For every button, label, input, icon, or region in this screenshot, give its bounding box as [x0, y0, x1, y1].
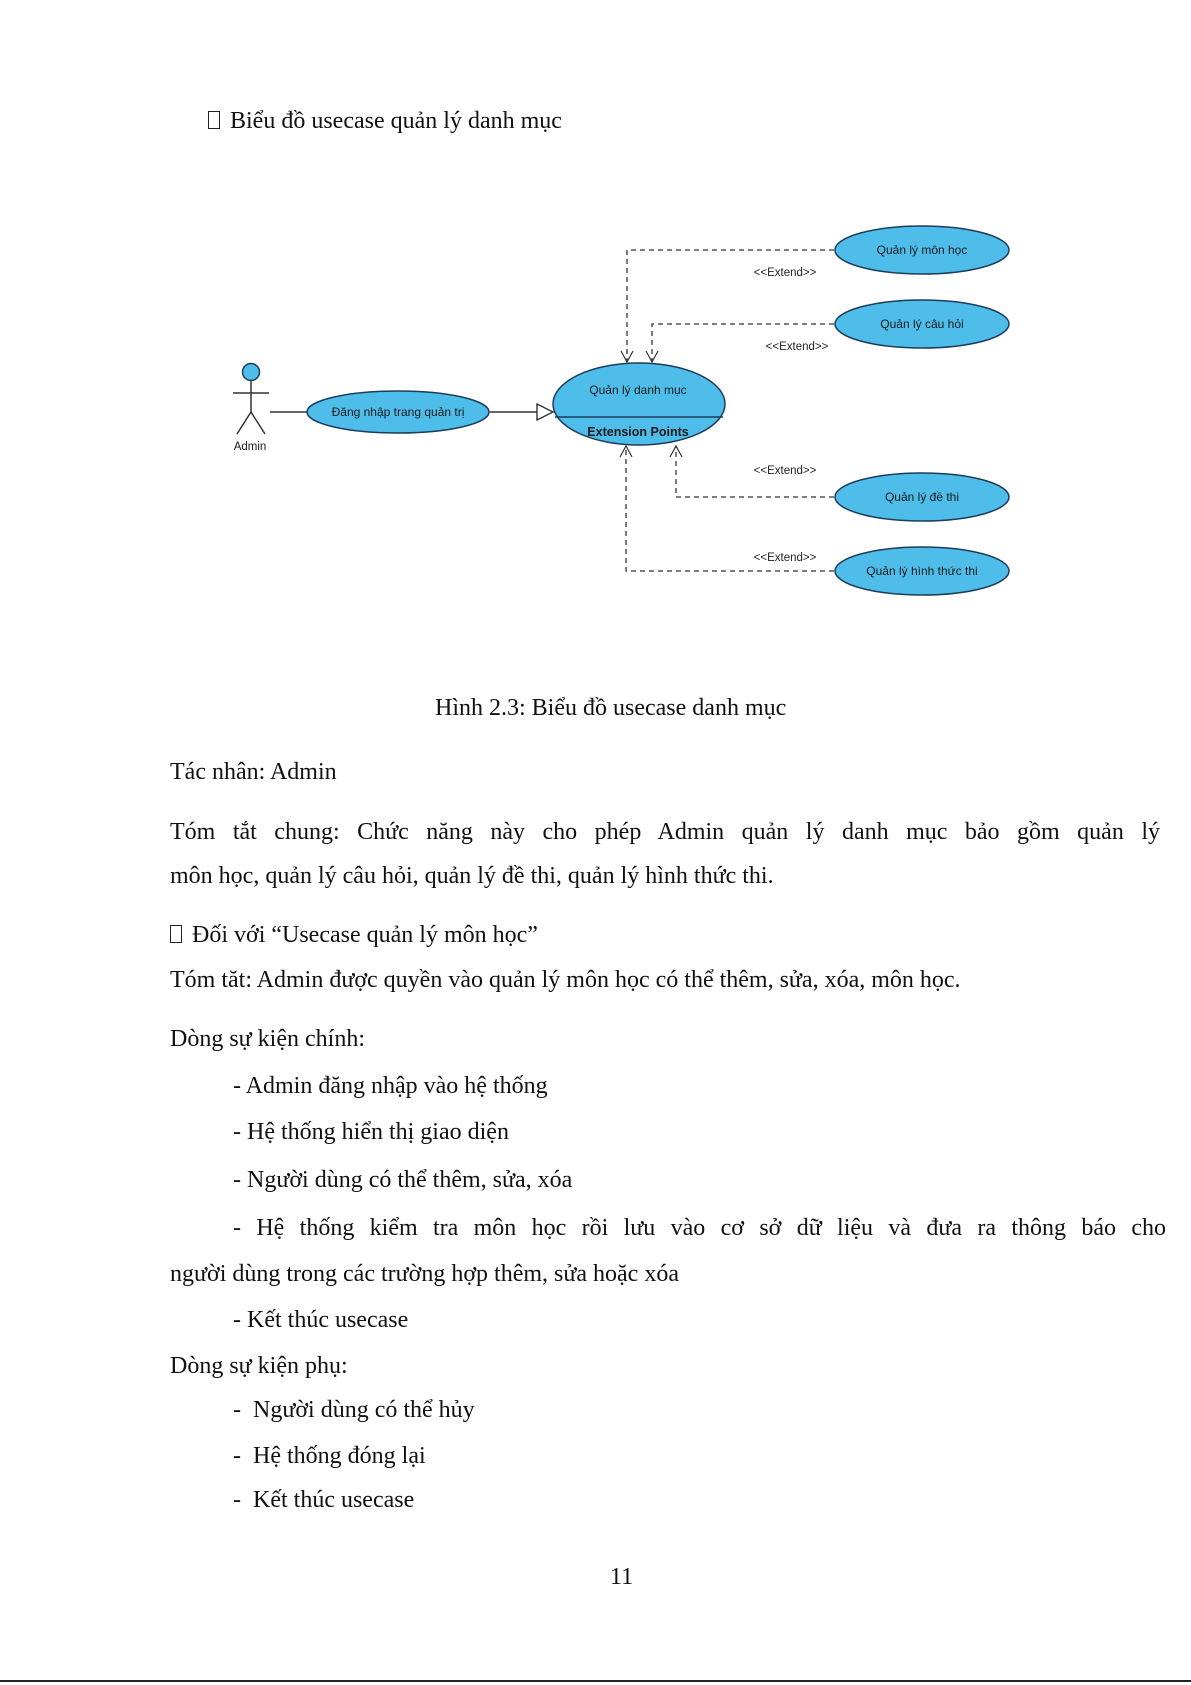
main-flow-item: - Kết thúc usecase — [233, 1307, 409, 1333]
main-flow-item: - Admin đăng nhập vào hệ thống — [233, 1073, 548, 1099]
short-summary: Tóm tăt: Admin được quyền vào quản lý môn học có thể thêm, sửa, xóa, môn học. — [170, 967, 961, 993]
usecase-main — [553, 363, 725, 445]
extend-label-2: <<Extend>> — [765, 341, 829, 353]
bullet-box-icon — [170, 925, 182, 943]
extend-label-3: <<Extend>> — [753, 465, 817, 477]
main-flow-item: người dùng trong các trường hợp thêm, sửa hoặc xóa — [170, 1261, 679, 1287]
actor-admin — [233, 364, 269, 454]
actor-line: Tác nhân: Admin — [170, 759, 337, 785]
extend-label-4: <<Extend>> — [753, 552, 817, 564]
usecase-dethi — [835, 473, 1009, 521]
summary-line-2: môn học, quản lý câu hỏi, quản lý đề thi, quản lý hình thức thi. — [170, 863, 774, 889]
figure-caption: Hình 2.3: Biểu đồ usecase danh mục — [435, 695, 787, 721]
alt-flow-item: - Hệ thống đóng lại — [233, 1443, 426, 1469]
usecase-login-label: Đăng nhập trang quản trị — [331, 405, 465, 419]
main-flow-item: - Hệ thống hiển thị giao diện — [233, 1119, 509, 1145]
main-flow-item: - Hệ thống kiểm tra môn học rồi lưu vào cơ sở dữ liệu và đưa ra thông báo cho — [233, 1215, 1166, 1241]
alt-flow-title: Dòng sự kiện phụ: — [170, 1353, 348, 1379]
extend-label-1: <<Extend>> — [753, 267, 817, 279]
usecase-dethi-label: Quản lý đề thi — [884, 490, 960, 504]
sub-heading: Đối với “Usecase quản lý môn học” — [170, 920, 538, 950]
usecase-cauhoi-label: Quản lý câu hỏi — [880, 317, 964, 331]
page-number: 11 — [610, 1564, 634, 1590]
usecase-monhoc — [835, 226, 1009, 274]
alt-flow-item: - Người dùng có thể hủy — [233, 1397, 475, 1423]
main-flow-item: - Người dùng có thể thêm, sửa, xóa — [233, 1167, 573, 1193]
usecase-cauhoi — [835, 300, 1009, 348]
usecase-main-label: Quản lý danh mục — [589, 383, 687, 397]
section-heading: Biểu đồ usecase quản lý danh mục — [208, 106, 562, 136]
alt-flow-item: - Kết thúc usecase — [233, 1487, 415, 1513]
usecase-diagram — [0, 0, 1191, 640]
actor-label: Admin — [233, 441, 267, 453]
usecase-login — [307, 391, 489, 433]
summary-line-1: Tóm tắt chung: Chức năng này cho phép Admin quản lý danh mục bảo gồm quản lý — [170, 819, 1160, 845]
triangle-arrow-icon — [537, 404, 553, 420]
usecase-hinhthuc — [835, 547, 1009, 595]
usecase-hinhthuc-label: Quản lý hình thức thi — [866, 564, 978, 578]
bottom-rule — [0, 1680, 1191, 1682]
usecase-monhoc-label: Quản lý môn học — [876, 243, 968, 257]
main-flow-title: Dòng sự kiện chính: — [170, 1026, 365, 1052]
usecase-main-extension-label: Extension Points — [587, 425, 689, 439]
actor-head-icon — [243, 364, 260, 381]
